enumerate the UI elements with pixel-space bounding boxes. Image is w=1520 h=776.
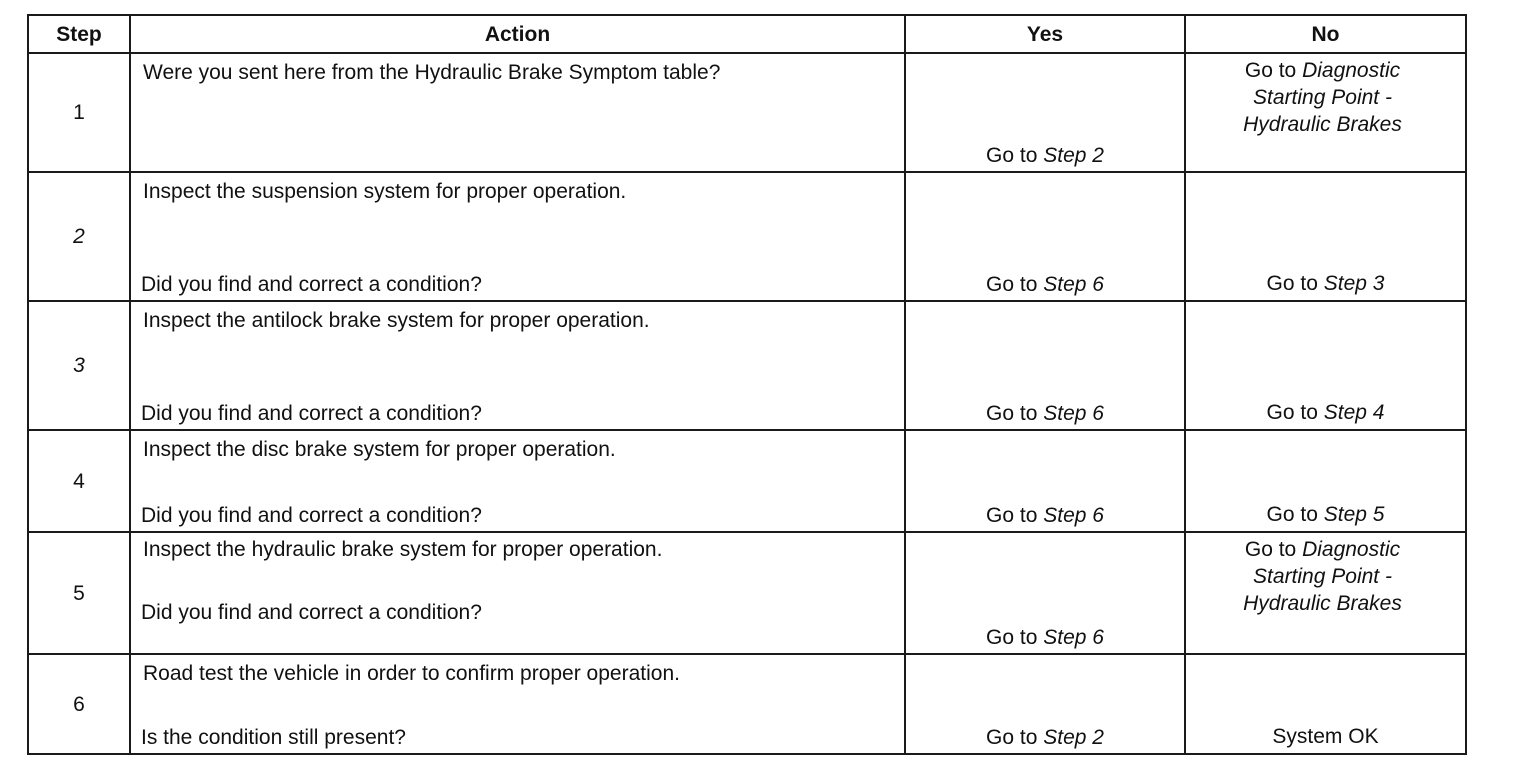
yes-target: Step 6 [1043,273,1104,296]
action-question: Did you find and correct a condition? [141,601,482,624]
yes-target: Step 6 [1043,504,1104,527]
table-row [28,301,1466,430]
no-target-line3: Hydraulic Brakes [1243,592,1402,615]
no-target: Step 5 [1323,503,1385,526]
yes-prefix: Go to [986,144,1044,167]
no-cell [1185,53,1466,172]
step-number-text: 3 [73,354,85,377]
table-row [28,430,1466,532]
no-result [1186,536,1459,617]
action-instruction: Inspect the hydraulic brake system for proper operation. [143,538,663,561]
yes-prefix: Go to [986,402,1044,425]
no-cell [1185,532,1466,654]
no-prefix: Go to [1244,538,1303,561]
no-prefix: Go to [1244,59,1303,82]
action-cell [130,654,905,754]
no-cell [1185,172,1466,301]
action-cell [130,301,905,430]
action-question: Did you find and correct a condition? [141,273,482,296]
no-result [1186,57,1459,138]
yes-result [906,271,1184,298]
yes-cell [905,172,1185,301]
step-number: 1 [28,53,130,172]
step-number: 4 [28,430,130,532]
no-target-line1: Diagnostic [1302,59,1401,82]
action-instruction: Inspect the antilock brake system for proper operation. [143,309,650,332]
yes-target: Step 6 [1043,626,1104,649]
no-target-line1: Diagnostic [1302,538,1401,561]
action-question: Did you find and correct a condition? [141,402,482,425]
step-number [28,172,130,301]
no-result [1186,399,1465,426]
action-cell [130,172,905,301]
no-target-line2: Starting Point - [1253,565,1392,588]
action-instruction: Inspect the disc brake system for proper operation. [143,438,616,461]
no-prefix: Go to [1266,401,1324,424]
header-yes: Yes [905,15,1185,53]
yes-prefix: Go to [986,726,1044,749]
action-question: Were you sent here from the Hydraulic Brake Symptom table? [143,61,721,84]
yes-prefix: Go to [986,504,1044,527]
yes-prefix: Go to [986,273,1044,296]
header-row [28,15,1466,53]
no-prefix: Go to [1266,272,1324,295]
no-target-line2: Starting Point - [1253,86,1392,109]
yes-cell [905,654,1185,754]
no-target: Step 3 [1323,272,1385,295]
action-question: Did you find and correct a condition? [141,504,482,527]
table-row [28,654,1466,754]
no-result [1186,501,1465,528]
action-cell [130,53,905,172]
no-target: Step 4 [1323,401,1385,424]
no-result [1186,270,1465,297]
yes-target: Step 6 [1043,402,1104,425]
yes-prefix: Go to [986,626,1044,649]
no-result: System OK [1272,725,1379,748]
yes-result [906,502,1184,529]
no-prefix: Go to [1266,503,1324,526]
yes-result [906,142,1184,169]
yes-target: Step 2 [1043,726,1104,749]
yes-target: Step 2 [1043,144,1104,167]
table-row [28,172,1466,301]
header-step: Step [28,15,130,53]
action-cell [130,532,905,654]
action-question: Is the condition still present? [141,726,406,749]
yes-cell [905,430,1185,532]
step-number-text: 2 [73,225,85,248]
diagnostic-table [27,14,1467,755]
no-cell [1185,654,1466,754]
yes-cell [905,532,1185,654]
action-cell [130,430,905,532]
step-number: 6 [28,654,130,754]
action-instruction: Inspect the suspension system for proper operation. [143,180,627,203]
header-no: No [1185,15,1466,53]
header-action: Action [130,15,905,53]
action-instruction: Road test the vehicle in order to confirm proper operation. [143,662,680,685]
yes-result [906,624,1184,651]
yes-result [906,400,1184,427]
no-cell [1185,301,1466,430]
table-row [28,532,1466,654]
yes-result [906,724,1184,751]
diagnostic-table-frame [27,14,1465,750]
step-number: 5 [28,532,130,654]
no-target-line3: Hydraulic Brakes [1243,113,1402,136]
step-number [28,301,130,430]
no-cell [1185,430,1466,532]
table-row [28,53,1466,172]
yes-cell [905,301,1185,430]
yes-cell [905,53,1185,172]
